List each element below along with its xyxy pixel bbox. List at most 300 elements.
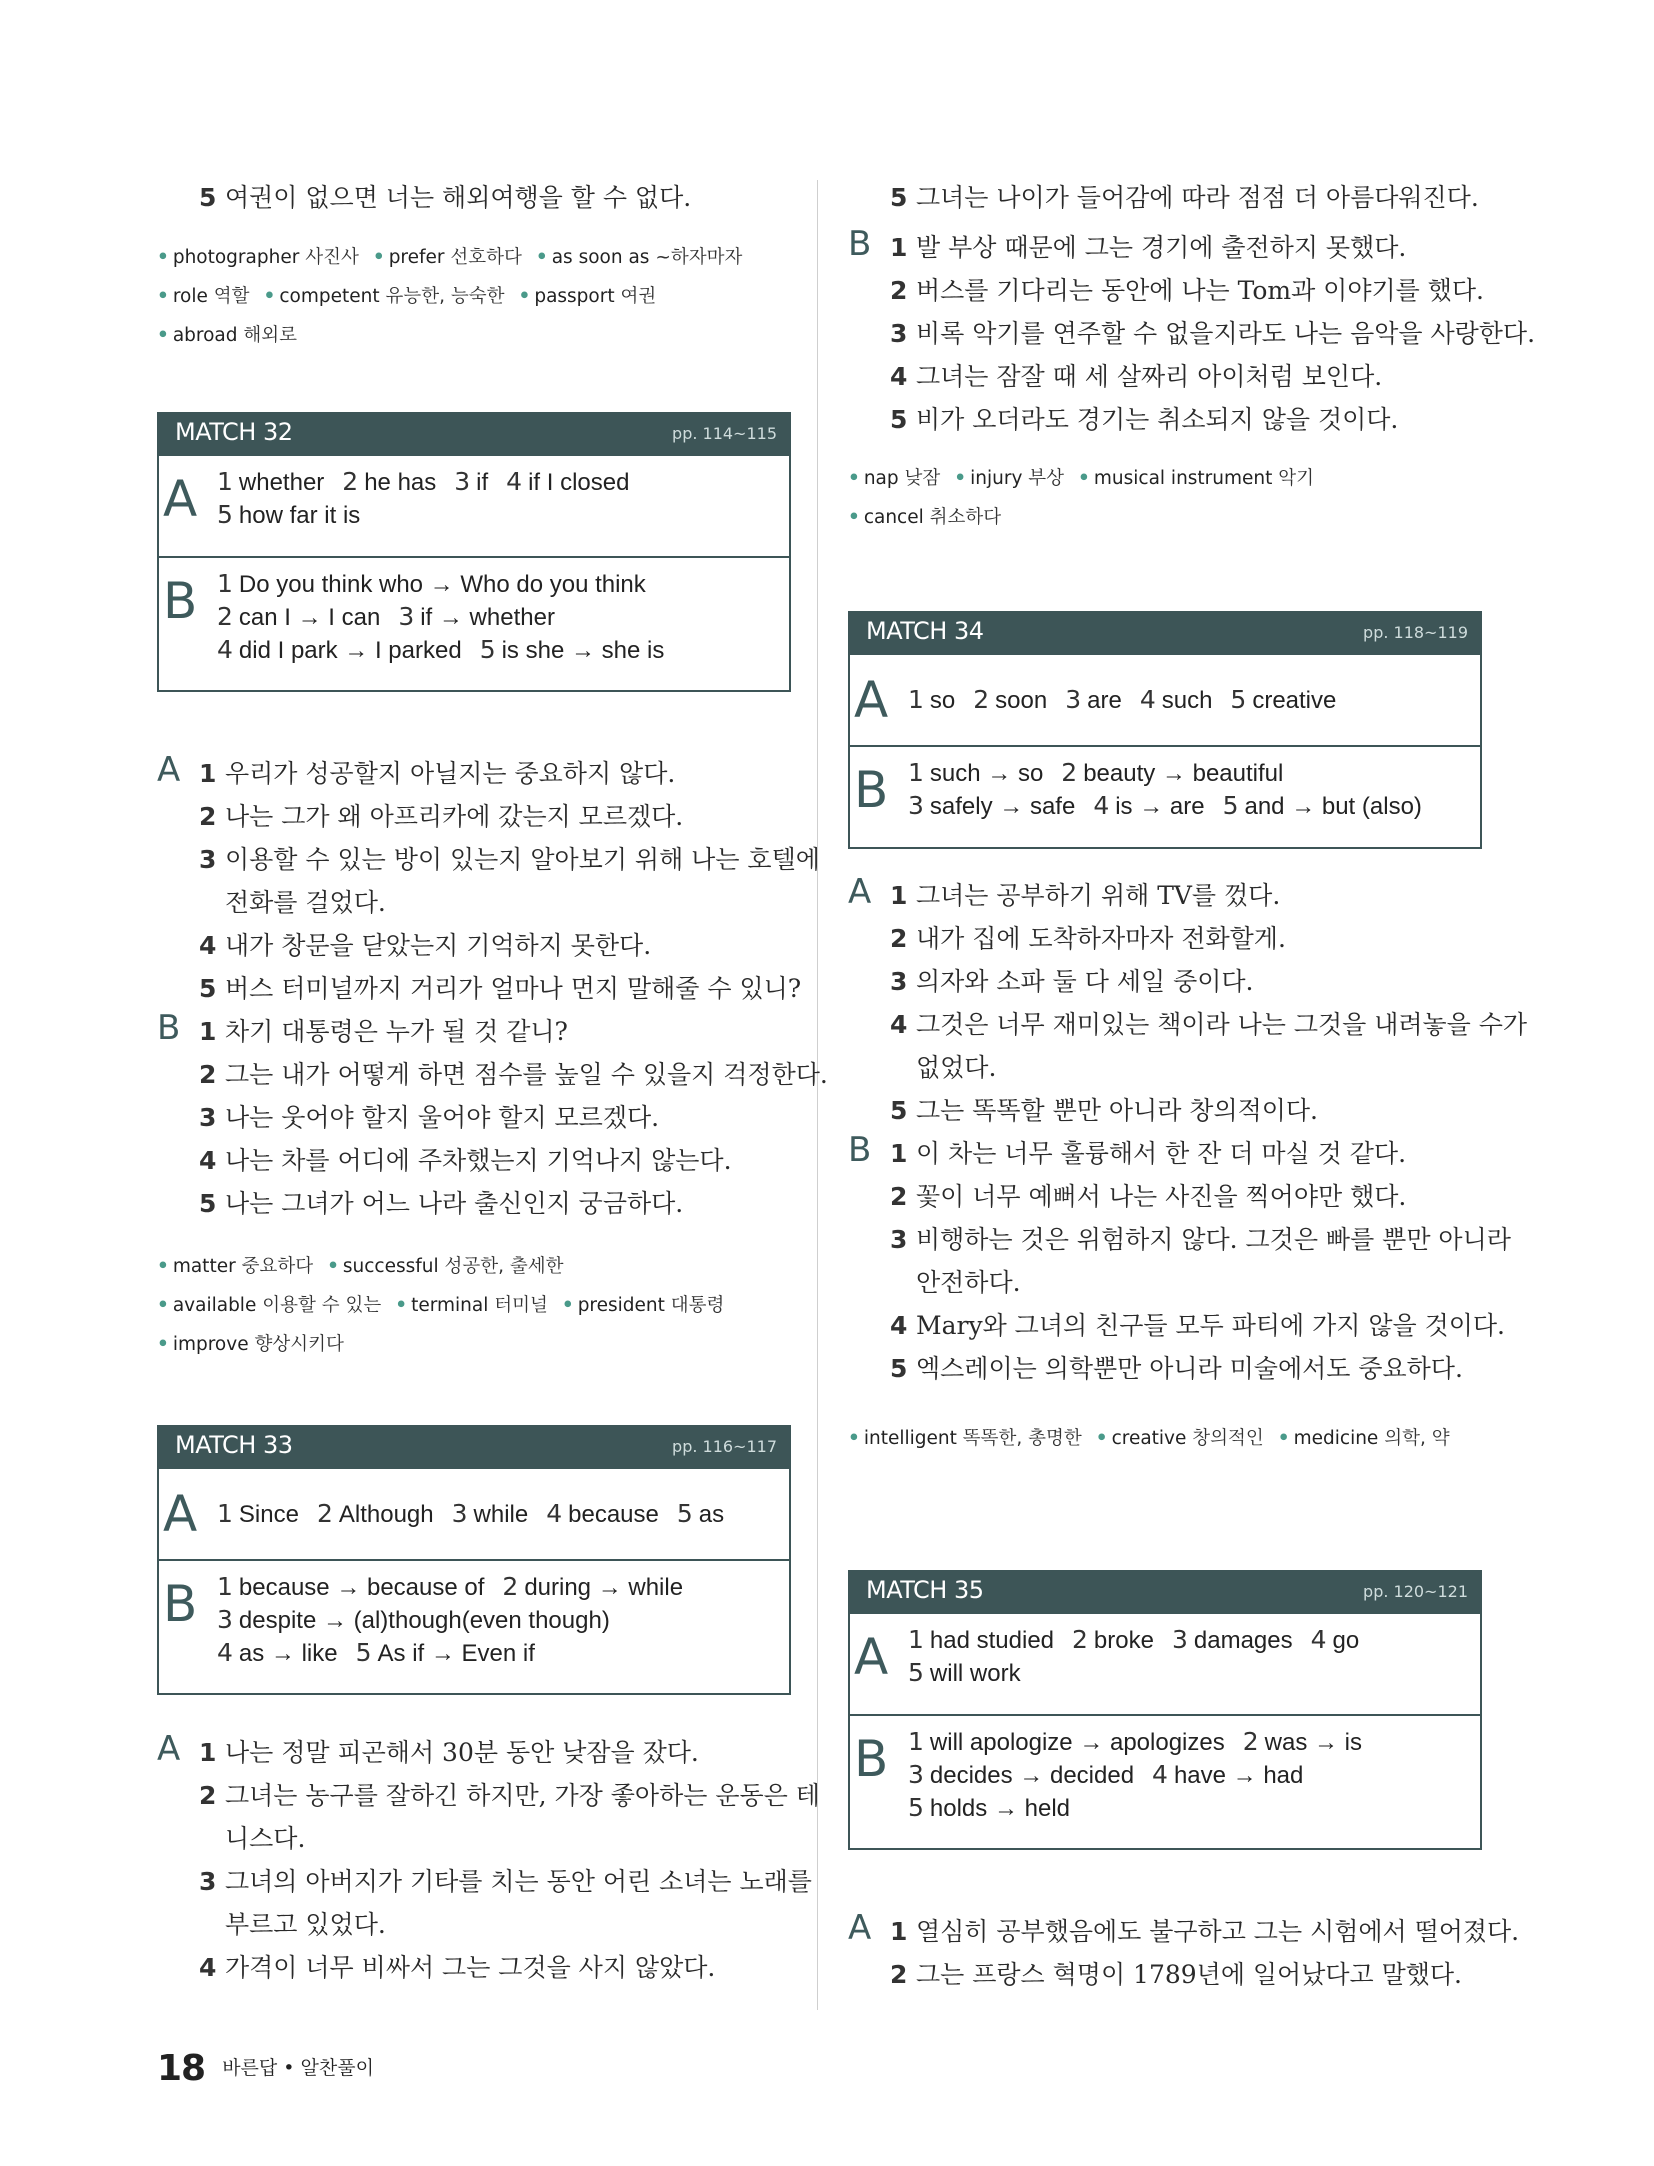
translation-text: 나는 그녀가 어느 나라 출신인지 궁금하다. [225, 1189, 684, 1218]
bullet-icon: • [157, 247, 169, 268]
item-number: 1 [199, 759, 217, 788]
translation-line [199, 1096, 659, 1139]
item-number: 2 [199, 802, 217, 831]
vocab-meaning: 여권 [620, 286, 657, 307]
answer-number: 1 [217, 1499, 233, 1528]
vocab-item [327, 1247, 563, 1286]
page-footer [157, 2048, 374, 2089]
item-number: 4 [199, 1953, 217, 1982]
page-range: pp. 120~121 [1363, 1582, 1468, 1601]
item-number: 5 [199, 1189, 217, 1218]
section-letter: A [854, 671, 889, 729]
sentence-line: 5 여권이 없으면 너는 해외여행을 할 수 없다. [199, 183, 692, 212]
answer-text: did I park → I parked [238, 637, 462, 664]
item-number: 1 [890, 1139, 908, 1168]
vocab-item [157, 1325, 344, 1364]
answer-item [1243, 1729, 1362, 1756]
answer-item [1172, 1627, 1293, 1654]
bullet-icon: • [1095, 1428, 1108, 1449]
answer-line [908, 1792, 1380, 1825]
bullet-icon: • [1078, 468, 1090, 489]
translation-text: 발 부상 때문에 그는 경기에 출전하지 못했다. [916, 233, 1407, 262]
translation-line [890, 917, 1286, 960]
item-number: 3 [890, 1225, 908, 1254]
answer-text: beauty → beautiful [1083, 760, 1284, 787]
answer-line [908, 790, 1440, 823]
vocab-item [519, 277, 657, 316]
vocab-meaning: 유능한, 능숙한 [385, 286, 505, 307]
vocab-meaning: 이용할 수 있는 [262, 1295, 382, 1316]
translation-text: 내가 집에 도착하자마자 전화할게. [916, 924, 1286, 953]
answer-text: are [1087, 687, 1122, 714]
item-number: 1 [199, 1017, 217, 1046]
translation-text: 없었다. [916, 1053, 997, 1082]
answer-text: Although [338, 1501, 434, 1528]
answer-item [1140, 687, 1213, 714]
translation-line [890, 226, 1406, 269]
vocab-item [157, 238, 359, 277]
answer-item [1223, 793, 1422, 820]
match-header [159, 1425, 789, 1469]
answer-text: broke [1093, 1627, 1154, 1654]
answer-item [502, 1574, 683, 1601]
vocab-meaning: 대통령 [670, 1295, 725, 1316]
vocab-list [848, 1419, 1488, 1458]
translation-text: 그녀는 잠잘 때 세 살짜리 아이처럼 보인다. [916, 362, 1383, 391]
translation-text: 꽃이 너무 예뻐서 나는 사진을 찍어야만 했다. [916, 1182, 1407, 1211]
answer-item [908, 1627, 1054, 1654]
section-letter: A [854, 1628, 889, 1686]
match-header [159, 412, 789, 456]
vocab-meaning: 역할 [213, 286, 250, 307]
answer-item [1311, 1627, 1360, 1654]
vocab-item [848, 498, 1001, 537]
answer-number: 1 [908, 1727, 924, 1756]
vocab-word: cancel [863, 507, 924, 528]
item-number: 2 [890, 924, 908, 953]
answer-item [217, 502, 360, 529]
answer-number: 1 [217, 467, 233, 496]
translation-line [890, 1261, 1021, 1304]
answer-item [908, 793, 1075, 820]
answer-item [480, 637, 665, 664]
translation-text: 나는 웃어야 할지 울어야 할지 모르겠다. [225, 1103, 660, 1132]
answer-text: he has [364, 469, 437, 496]
answer-item [217, 1574, 484, 1601]
translation-line [890, 312, 1535, 355]
answer-text: while [473, 1501, 529, 1528]
section-letter: A [157, 750, 181, 790]
answer-item [452, 1501, 529, 1528]
bullet-icon: • [561, 1295, 574, 1316]
match-35-box [848, 1570, 1482, 1850]
translation-text: 비록 악기를 연주할 수 없을지라도 나는 음악을 사랑한다. [916, 319, 1536, 348]
answer-text: creative [1252, 687, 1337, 714]
match-title: MATCH 35 [866, 1576, 984, 1604]
answer-number: 2 [316, 1499, 333, 1528]
bullet-icon: • [1277, 1428, 1290, 1449]
answer-number: 3 [398, 602, 415, 631]
answer-item [1072, 1627, 1154, 1654]
vocab-word: nap [863, 468, 899, 489]
vocab-meaning: 중요하다 [241, 1256, 314, 1277]
answer-number: 4 [546, 1499, 563, 1528]
answer-number: 2 [1061, 758, 1078, 787]
answer-line [217, 1637, 701, 1670]
answer-text: so [929, 687, 956, 714]
answer-item [908, 1762, 1134, 1789]
answer-text: during → while [524, 1574, 684, 1601]
answer-number: 2 [973, 685, 990, 714]
answer-item [1093, 793, 1204, 820]
answer-item [908, 687, 955, 714]
answer-number: 3 [1065, 685, 1082, 714]
translation-line [199, 1903, 386, 1946]
vocab-word: prefer [388, 247, 445, 268]
answer-text: safely → safe [929, 793, 1076, 820]
page-range: pp. 118~119 [1363, 623, 1468, 642]
section-letter: B [157, 1008, 181, 1048]
section-letter: B [163, 572, 198, 630]
translation-text: 안전하다. [916, 1268, 1021, 1297]
answer-text: because [568, 1501, 659, 1528]
answer-number: 4 [506, 467, 523, 496]
item-number: 5 [890, 1096, 908, 1125]
answer-number: 3 [451, 1499, 468, 1528]
item-number: 2 [890, 1182, 908, 1211]
bullet-icon: • [848, 1428, 860, 1449]
vocab-meaning: 성공한, 출세한 [444, 1256, 564, 1277]
answer-item [1230, 687, 1336, 714]
translation-text: 니스다. [225, 1824, 306, 1853]
item-number: 4 [890, 1311, 908, 1340]
vocab-word: role [172, 286, 208, 307]
answer-text: Since [238, 1501, 299, 1528]
translation-text: 부르고 있었다. [225, 1910, 386, 1939]
answer-text: and → but (also) [1244, 793, 1422, 820]
translation-text: 버스를 기다리는 동안에 나는 Tom과 이야기를 했다. [916, 276, 1484, 305]
answer-number: 5 [1230, 685, 1247, 714]
translation-text: 그녀의 아버지가 기타를 치는 동안 어린 소녀는 노래를 [225, 1867, 812, 1896]
answer-item [217, 469, 324, 496]
book-title: 바른답 • 알찬풀이 [222, 2057, 374, 2079]
answer-number: 1 [217, 569, 233, 598]
translation-line [890, 1046, 996, 1089]
translation-line [199, 795, 683, 838]
answer-item [342, 469, 436, 496]
item-number: 4 [199, 931, 217, 960]
translation-line [199, 1817, 305, 1860]
answer-number: 2 [1072, 1625, 1088, 1654]
answer-number: 4 [1310, 1625, 1327, 1654]
answer-text: will work [929, 1660, 1021, 1687]
vocab-item [157, 1247, 313, 1286]
answer-text: as [698, 1501, 725, 1528]
translation-line [890, 1003, 1527, 1046]
translation-text: 나는 그가 왜 아프리카에 갔는지 모르겠다. [225, 802, 684, 831]
vocab-list [157, 238, 797, 355]
answer-number: 4 [1093, 791, 1110, 820]
item-number: 2 [199, 1060, 217, 1089]
vocab-meaning: 창의적인 [1192, 1428, 1264, 1449]
translation-text: 전화를 걸었다. [225, 888, 386, 917]
answer-item [398, 604, 555, 631]
answer-item [908, 1660, 1021, 1687]
answer-item [546, 1501, 659, 1528]
bullet-icon: • [535, 247, 548, 268]
vocab-word: as soon as [551, 247, 650, 268]
answer-number: 4 [1152, 1760, 1168, 1789]
translation-line [890, 1953, 1462, 1996]
translation-text: 가격이 너무 비싸서 그는 그것을 사지 않았다. [225, 1953, 716, 1982]
translation-line [890, 1910, 1519, 1953]
vocab-meaning: 부상 [1028, 468, 1065, 489]
vocab-list [848, 459, 1488, 537]
answer-text: such → so [929, 760, 1044, 787]
answer-row-b [159, 558, 789, 690]
item-number: 5 [199, 974, 217, 1003]
vocab-meaning: 취소하다 [929, 507, 1002, 528]
item-number: 2 [199, 1781, 217, 1810]
answer-number: 5 [908, 1658, 924, 1687]
bullet-icon: • [372, 247, 385, 268]
answer-number: 3 [908, 791, 924, 820]
vocab-meaning: 의학, 약 [1384, 1428, 1450, 1449]
answer-row-a [159, 456, 789, 558]
answer-line [908, 1657, 1377, 1690]
bullet-icon: • [157, 1256, 169, 1277]
bullet-icon: • [848, 468, 860, 489]
answer-number: 2 [502, 1572, 519, 1601]
answer-text: whether [238, 469, 325, 496]
answer-text: soon [995, 687, 1048, 714]
translation-text: 이용할 수 있는 방이 있는지 알아보기 위해 나는 호텔에 [225, 845, 820, 874]
translation-line [199, 967, 801, 1010]
vocab-word: injury [970, 468, 1023, 489]
vocab-item [1078, 459, 1314, 498]
translation-line [199, 1946, 715, 1989]
answer-text: go [1332, 1627, 1360, 1654]
answer-text: is → are [1115, 793, 1205, 820]
vocab-item [373, 238, 522, 277]
translation-line [890, 398, 1398, 441]
item-number: 4 [890, 1010, 908, 1039]
translation-line [199, 1774, 820, 1817]
translation-line [890, 874, 1280, 917]
translation-line [890, 960, 1253, 1003]
vocab-word: competent [279, 286, 380, 307]
answer-line [217, 1571, 701, 1604]
vocab-word: improve [172, 1334, 249, 1355]
translation-text: 비행하는 것은 위험하지 않다. 그것은 빠를 뿐만 아니라 [916, 1225, 1511, 1254]
translation-line [890, 355, 1382, 398]
page-number: 18 [157, 2048, 206, 2089]
answer-text: as → like [238, 1640, 338, 1667]
translation-line [890, 1304, 1505, 1347]
vocab-item [848, 1419, 1082, 1458]
item-number: 1 [890, 1917, 908, 1946]
answer-text: because → because of [238, 1574, 485, 1601]
answer-text: can I → I can [238, 604, 381, 631]
answer-text: decides → decided [929, 1762, 1135, 1789]
match-title: MATCH 33 [175, 1431, 293, 1459]
translation-line [890, 1089, 1318, 1132]
match-header [850, 611, 1480, 655]
vocab-item [848, 459, 940, 498]
answer-text: Do you think who → Who do you think [238, 571, 646, 598]
answer-number: 3 [1171, 1625, 1188, 1654]
answer-number: 4 [217, 1638, 233, 1667]
vocab-list [157, 1247, 797, 1364]
translation-line [199, 752, 675, 795]
vocab-meaning: 선호하다 [450, 247, 522, 268]
vocab-meaning: 사진사 [305, 247, 359, 268]
item-number: 3 [199, 1103, 217, 1132]
answer-text: how far it is [238, 502, 361, 529]
match-33-box [157, 1425, 791, 1695]
section-letter: B [163, 1575, 198, 1633]
vocab-word: abroad [172, 325, 238, 346]
answer-text: such [1161, 687, 1213, 714]
answer-item [1065, 687, 1122, 714]
bullet-icon: • [518, 286, 531, 307]
answer-text: was → is [1264, 1729, 1363, 1756]
answer-line [217, 568, 682, 601]
item-number: 2 [890, 1960, 908, 1989]
answer-text: will apologize → apologizes [929, 1729, 1225, 1756]
answer-number: 2 [342, 467, 359, 496]
answer-number: 4 [217, 635, 233, 664]
item-number: 1 [890, 881, 908, 910]
match-title: MATCH 32 [175, 418, 293, 446]
bullet-icon: • [157, 1334, 169, 1355]
section-letter: A [163, 1485, 198, 1543]
answer-item [217, 604, 380, 631]
answer-number: 5 [676, 1499, 693, 1528]
answer-number: 1 [908, 758, 924, 787]
answer-item [217, 637, 462, 664]
section-letter: A [848, 1908, 872, 1948]
page-range: pp. 114~115 [672, 424, 777, 443]
answer-line [217, 466, 647, 499]
item-number: 5 [890, 1354, 908, 1383]
bullet-icon: • [157, 1295, 169, 1316]
answer-row-b [159, 1561, 789, 1693]
vocab-item [157, 1286, 381, 1325]
answer-number: 5 [908, 1793, 924, 1822]
answer-item [356, 1640, 535, 1667]
answer-line [908, 757, 1440, 790]
translation-line [890, 1218, 1511, 1261]
section-letter: B [854, 1730, 889, 1788]
vocab-word: successful [342, 1256, 439, 1277]
answer-number: 3 [217, 1605, 233, 1634]
answer-text: damages [1193, 1627, 1293, 1654]
translation-line [199, 838, 820, 881]
translation-line [199, 1010, 568, 1053]
answer-item [217, 1640, 338, 1667]
bullet-icon: • [395, 1295, 408, 1316]
translation-text: 버스 터미널까지 거리가 얼마나 먼지 말해줄 수 있니? [225, 974, 802, 1003]
vocab-word: passport [534, 286, 615, 307]
item-number: 1 [890, 233, 908, 262]
vocab-word: terminal [411, 1295, 489, 1316]
translation-text: 그것은 너무 재미있는 책이라 나는 그것을 내려놓을 수가 [916, 1010, 1528, 1039]
translation-text: 그녀는 공부하기 위해 TV를 껐다. [916, 881, 1281, 910]
translation-line [199, 1731, 699, 1774]
item-number: 3 [890, 319, 908, 348]
answer-number: 1 [908, 685, 924, 714]
item-number: 2 [890, 276, 908, 305]
translation-text: 비가 오더라도 경기는 취소되지 않을 것이다. [916, 405, 1399, 434]
section-letter: A [157, 1729, 181, 1769]
answer-number: 2 [217, 602, 233, 631]
page-range: pp. 116~117 [672, 1437, 777, 1456]
answer-number: 4 [1139, 685, 1156, 714]
answer-text: if → whether [420, 604, 555, 631]
answer-text: despite → (al)though(even though) [238, 1607, 610, 1634]
translation-text: 내가 창문을 닫았는지 기억하지 못한다. [225, 931, 652, 960]
answer-number: 5 [1222, 791, 1239, 820]
translation-line [199, 1053, 828, 1096]
vocab-meaning: 낮잠 [904, 468, 941, 489]
bullet-icon: • [848, 507, 860, 528]
vocab-item [264, 277, 505, 316]
answer-row-a [159, 1469, 789, 1561]
answer-line [217, 1604, 701, 1637]
answer-text: if [476, 469, 489, 496]
vocab-word: president [577, 1295, 665, 1316]
vocab-word: intelligent [863, 1428, 957, 1449]
item-number: 4 [890, 362, 908, 391]
answer-item [1061, 760, 1283, 787]
answer-text: is she → she is [501, 637, 665, 664]
answer-text: if I closed [528, 469, 630, 496]
vocab-item [395, 1286, 548, 1325]
answer-line [217, 601, 682, 634]
vocab-item [157, 277, 250, 316]
answer-item [217, 1501, 299, 1528]
answer-item [217, 1607, 610, 1634]
vocab-meaning: 향상시키다 [254, 1334, 344, 1355]
vocab-word: photographer [172, 247, 300, 268]
bullet-icon: • [954, 468, 967, 489]
bullet-icon: • [157, 325, 169, 346]
answer-number: 1 [908, 1625, 924, 1654]
bullet-icon: • [157, 286, 169, 307]
answer-number: 5 [479, 635, 496, 664]
translation-line [890, 1175, 1406, 1218]
answer-item [454, 469, 488, 496]
translation-text: 우리가 성공할지 아닐지는 중요하지 않다. [225, 759, 676, 788]
vocab-word: medicine [1293, 1428, 1379, 1449]
item-number: 3 [890, 967, 908, 996]
answer-item [1152, 1762, 1303, 1789]
translation-text: 의자와 소파 둘 다 세일 중이다. [916, 967, 1254, 996]
section-letter: B [848, 224, 872, 264]
translation-text: 이 차는 너무 훌륭해서 한 잔 더 마실 것 같다. [916, 1139, 1407, 1168]
sentence-line: 5 그녀는 나이가 들어감에 따라 점점 더 아름다워진다. [890, 183, 1479, 212]
answer-line [217, 634, 682, 667]
match-header [850, 1570, 1480, 1614]
answer-number: 5 [217, 500, 233, 529]
translation-text: 나는 차를 어디에 주차했는지 기억나지 않는다. [225, 1146, 732, 1175]
translation-text: 그녀는 농구를 잘하긴 하지만, 가장 좋아하는 운동은 테 [225, 1781, 820, 1810]
answer-text: had studied [929, 1627, 1055, 1654]
vocab-meaning: 해외로 [243, 325, 298, 346]
answer-row-b [850, 1716, 1480, 1848]
answer-number: 1 [217, 1572, 233, 1601]
